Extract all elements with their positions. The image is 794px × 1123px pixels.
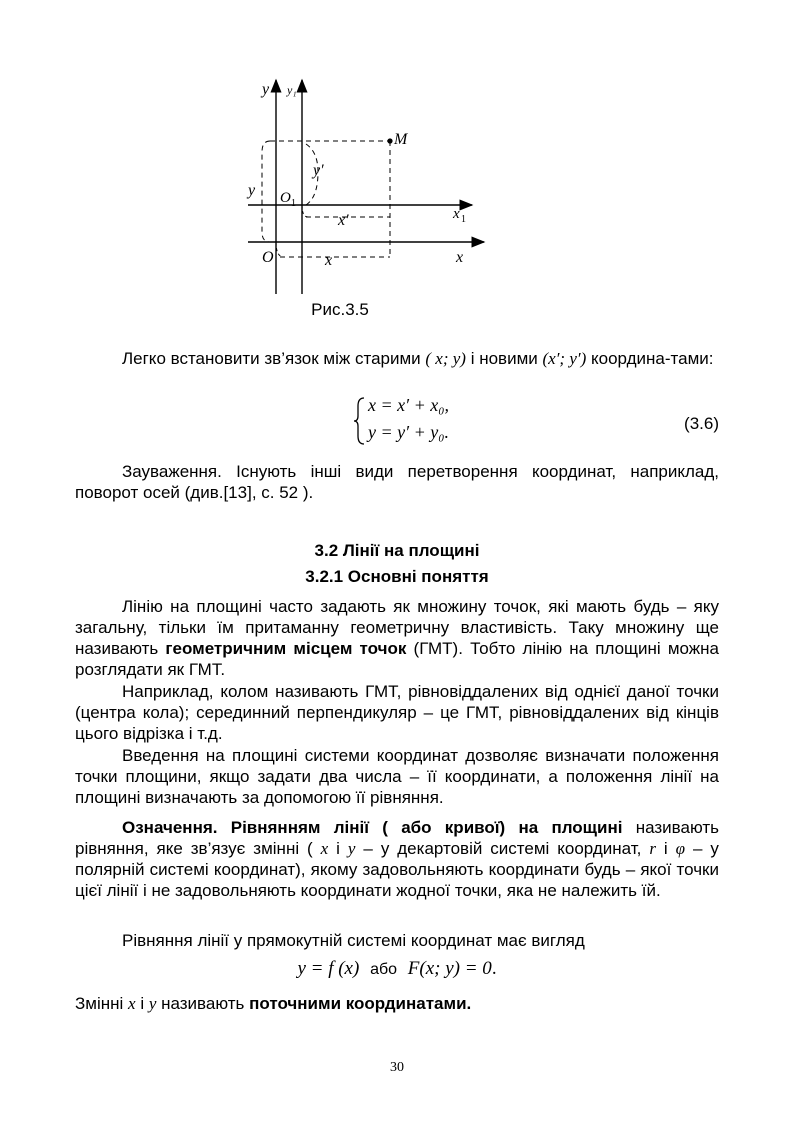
para1-text-c: координа-тами: (591, 349, 714, 368)
remark-text: Зауваження. Існують інші види перетворення координат, наприклад, поворот осей (див.[13], с. 52 ). (75, 462, 719, 502)
equation-end: . (491, 958, 497, 979)
final-and: і (140, 994, 145, 1013)
paragraph-definition (75, 817, 719, 901)
paragraph-relation (75, 348, 719, 369)
label-x1-sub: 1 (461, 214, 466, 225)
para1-text-a: Легко встановити зв’язок між старими (122, 349, 421, 368)
equation-line-2: y = y′ + y₀. (368, 422, 449, 442)
point-m (387, 138, 392, 143)
final-text-b: називають (161, 994, 245, 1013)
system-brace (352, 396, 366, 446)
label-y: y (262, 81, 270, 98)
para4-text: Введення на площині системи координат дозволяє визначати положення точки площини, якщо задати два числа – її координати, а положення лінії на площині визначають за допомогою її рівняння. (75, 746, 719, 807)
para2-text-a: Лінію на площині часто задають як множину точок, які мають будь – яку загальну, тільки їм притаманну геометричну властивість. Таку множину ще називають (75, 597, 719, 658)
definition-and-1: і (336, 839, 340, 858)
coords-old: ( x; y) (425, 349, 466, 368)
definition-var-r: r (649, 839, 656, 858)
label-o1: O (280, 190, 291, 206)
final-bold: поточними координатами. (249, 994, 472, 1013)
figure-caption (0, 300, 680, 320)
label-m: M (394, 131, 408, 148)
label-x-bottom: x (325, 252, 333, 269)
brace-y-left (262, 141, 270, 242)
label-x: x (456, 249, 464, 266)
equation-number: (3.6) (684, 414, 719, 433)
definition-text-b: – у декартовій системі координат, (363, 839, 642, 858)
paragraph-remark (75, 461, 719, 503)
final-var-y: y (148, 994, 157, 1013)
section-heading: 3.2 Лінії на площині (314, 541, 480, 560)
explicit-form: y = f (x) (297, 958, 360, 979)
para5-text: Рівняння лінії у прямокутній системі координат має вигляд (122, 931, 585, 950)
para2-text-b: (ГМТ). Тобто лінію на площині можна розглядати як ГМТ. (75, 639, 719, 679)
equation-line-1: x = x′ + x₀, (368, 395, 449, 415)
coordinate-figure (240, 72, 500, 302)
definition-var-phi: φ (675, 839, 686, 858)
coordinate-diagram (240, 72, 500, 302)
label-o1-sub: 1 (291, 198, 296, 209)
subsection-heading: 3.2.1 Основні поняття (305, 567, 489, 586)
label-x1: x (453, 206, 460, 222)
brace-x-prime-left (302, 205, 308, 217)
para2-bold: геометричним місцем точок (165, 639, 407, 658)
paragraph-coordinates (75, 745, 719, 808)
label-y-prime: y′ (313, 162, 324, 179)
paragraph-example (75, 681, 719, 744)
label-o: O (262, 249, 274, 266)
figure-caption-text: Рис.3.5 (311, 300, 369, 319)
conjunction: або (370, 961, 398, 978)
equation-forms (0, 958, 794, 980)
label-y-left: y (248, 182, 256, 199)
coords-new: (x′; y′) (542, 349, 587, 368)
definition-var-y: y (347, 839, 356, 858)
label-x-prime: x′ (338, 212, 349, 229)
para3-text: Наприклад, колом називають ГМТ, рівновіддалених від однієї даної точки (центра кола); серединний перпендикуляр – це ГМТ, рівновіддалених від кінців цього відрізка і т.д. (75, 682, 719, 743)
paragraph-lines (75, 596, 719, 680)
definition-bold: Означення. Рівнянням лінії ( або кривої) на площині (122, 818, 623, 837)
final-text-a: Змінні (75, 994, 124, 1013)
label-y1: y₁ (287, 83, 297, 97)
definition-and-2: і (663, 839, 668, 858)
paragraph-equation-form (75, 930, 719, 951)
paragraph-current-coordinates (75, 993, 719, 1014)
implicit-form: F(x; y) = 0 (407, 958, 492, 979)
final-var-x: x (128, 994, 136, 1013)
definition-text-a: називають рівняння, яке зв’язує змінні ( (75, 818, 719, 858)
definition-var-x: x (320, 839, 329, 858)
para1-text-b: і новими (470, 349, 538, 368)
brace-x-left (276, 242, 284, 257)
definition-text-c: – у полярній системі координат), якому задовольняють координати будь – якої точки цієї лінії і не задовольняють координати жодної точки, яка не належить їй. (75, 839, 719, 900)
page-number: 30 (390, 1060, 404, 1075)
